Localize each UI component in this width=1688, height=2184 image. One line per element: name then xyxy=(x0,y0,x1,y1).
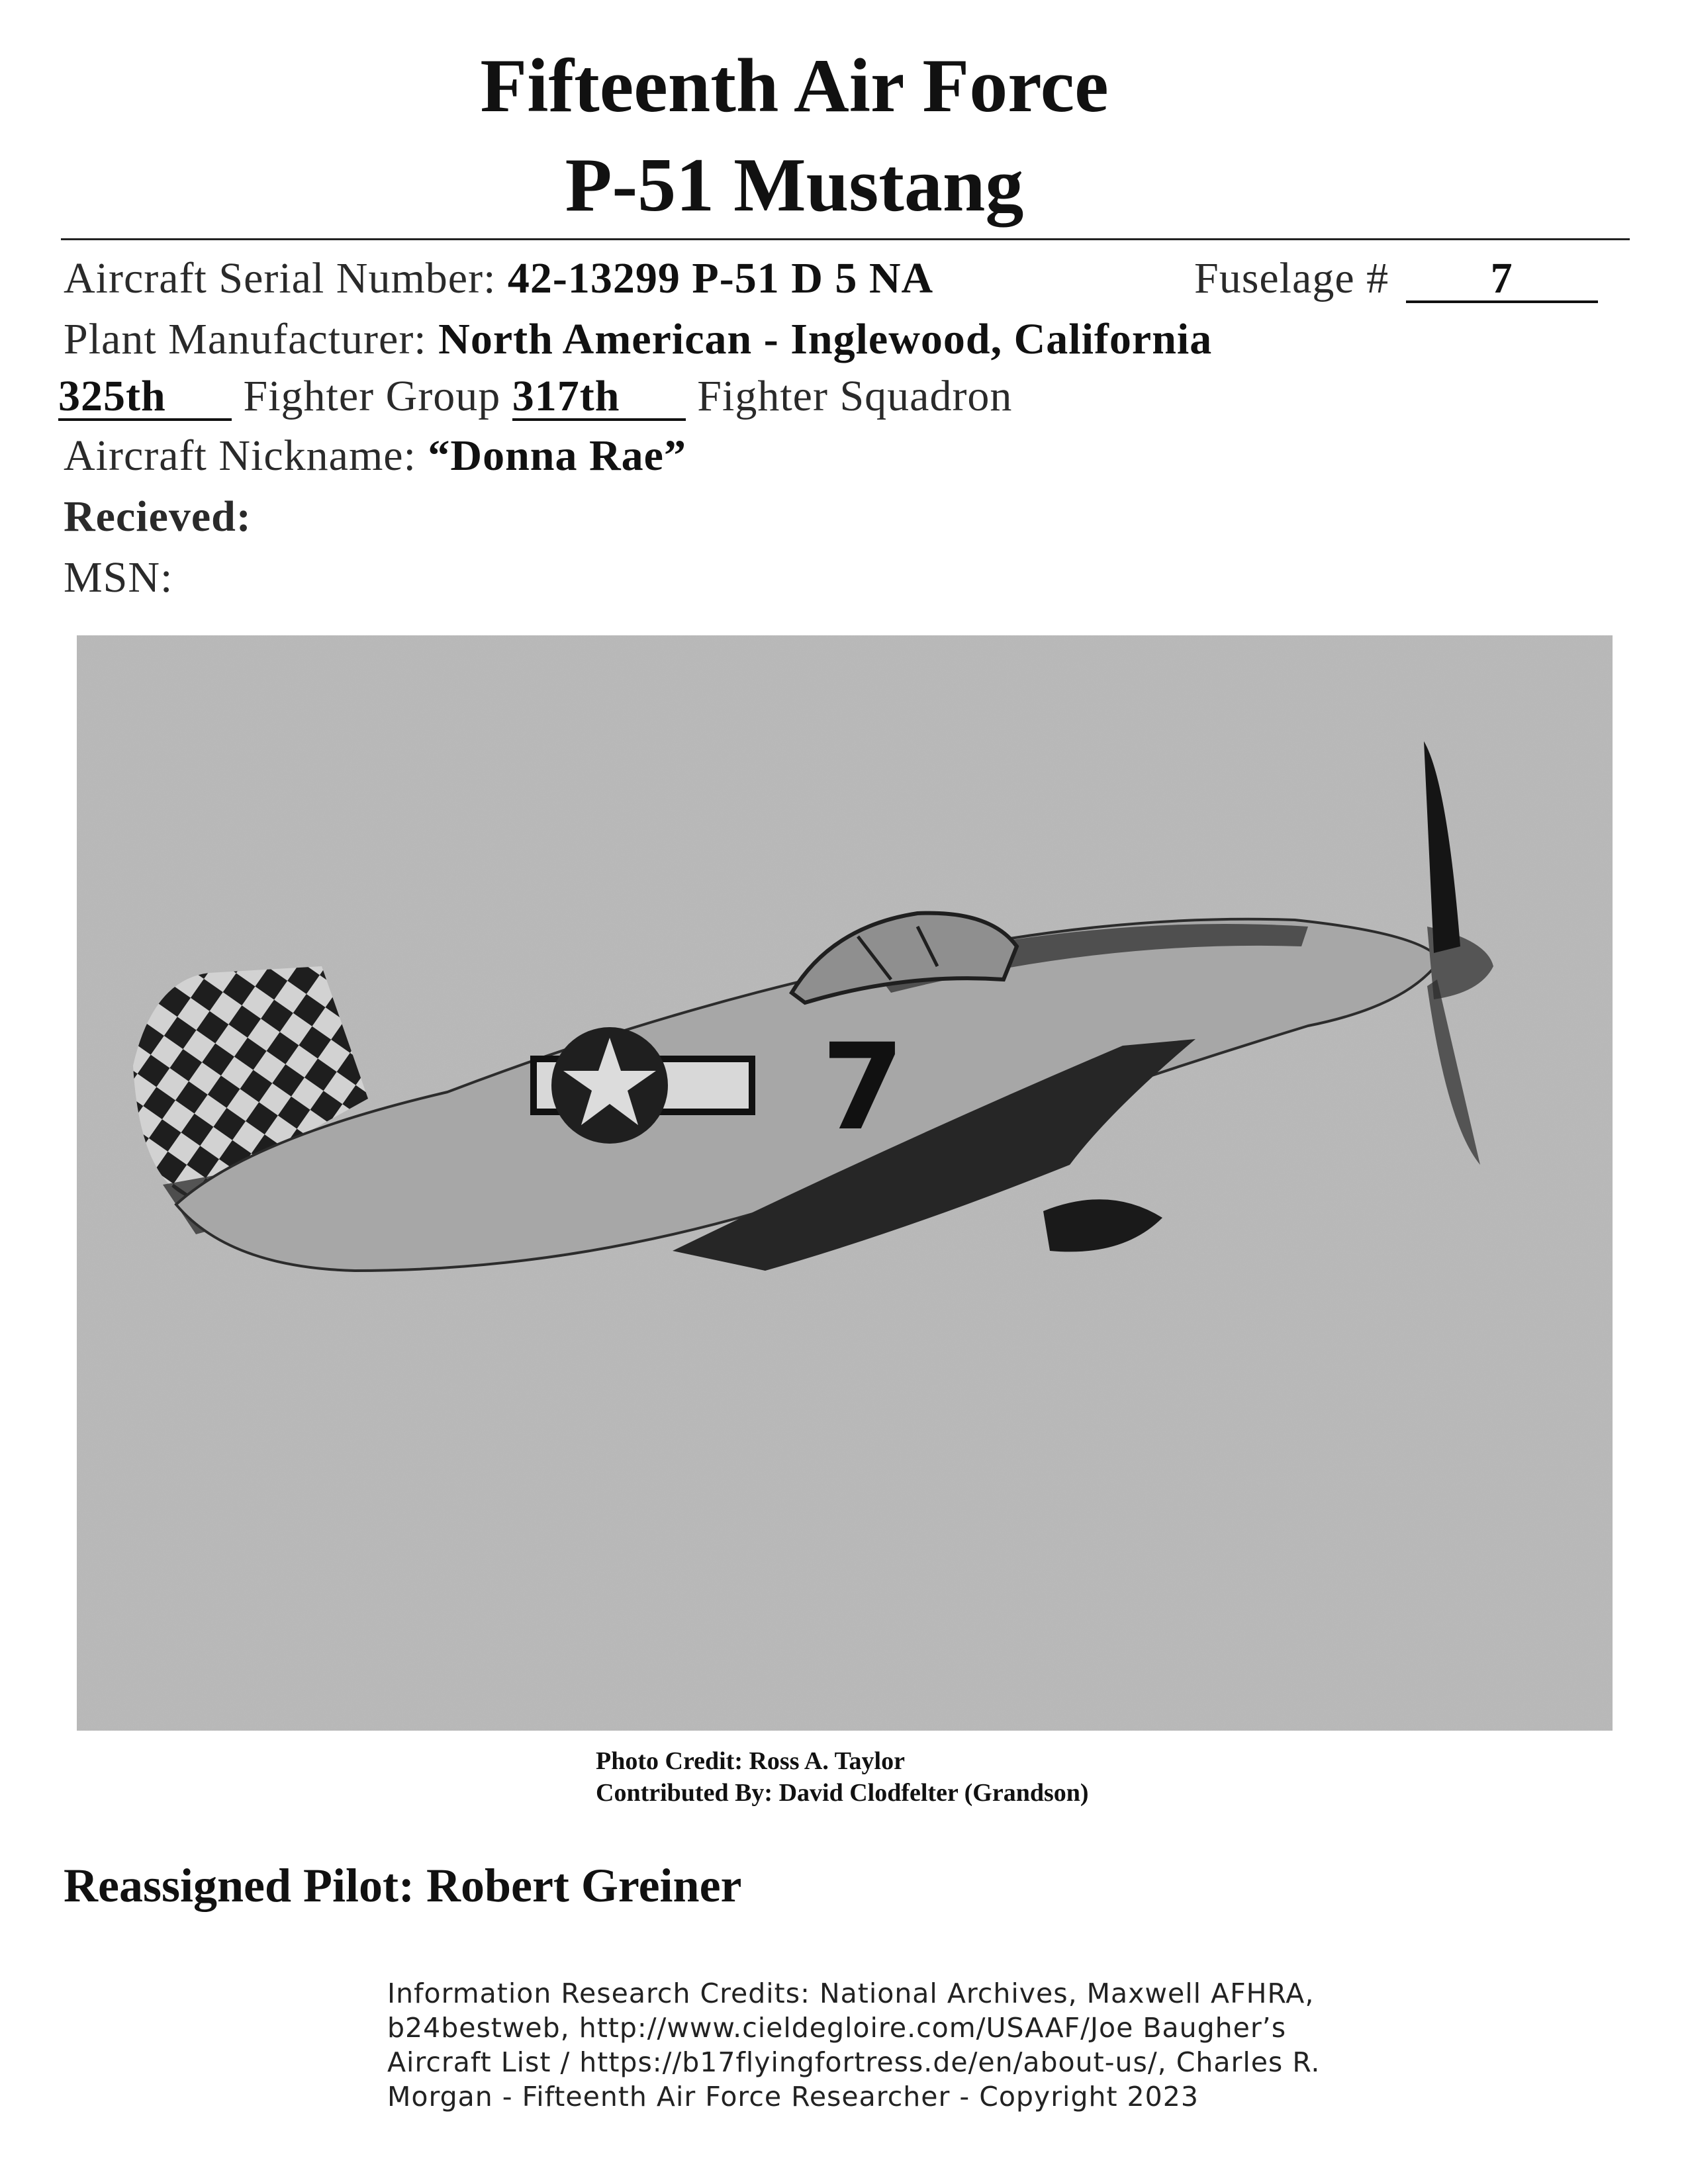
msn-label: MSN: xyxy=(64,553,173,602)
footer-credits-line-1: Information Research Credits: National Archives, Maxwell AFHRA, xyxy=(387,1978,1315,2009)
aircraft-photo xyxy=(77,635,1613,1731)
manufacturer-label: Plant Manufacturer: xyxy=(64,315,427,363)
fuselage-row xyxy=(1194,254,1598,303)
header-divider xyxy=(61,238,1630,240)
group-squadron-row xyxy=(58,372,1013,421)
nickname-row xyxy=(64,434,686,478)
manufacturer-value: North American - Inglewood, California xyxy=(438,315,1213,363)
footer-copyright-line: Morgan - Fifteenth Air Force Researcher - Copyright 2023 xyxy=(387,2081,1199,2113)
aircraft-type-title: P-51 Mustang xyxy=(565,143,1024,228)
fighter-squadron-value: 317th xyxy=(512,375,686,421)
serial-number-value: 42-13299 P-51 D 5 NA xyxy=(507,254,934,302)
nickname-label: Aircraft Nickname: xyxy=(64,432,416,480)
serial-number-label: Aircraft Serial Number: xyxy=(64,254,496,302)
fighter-group-label: Fighter Group xyxy=(243,372,501,420)
nickname-value: “Donna Rae” xyxy=(428,432,686,480)
reassigned-pilot: Reassigned Pilot: Robert Greiner xyxy=(64,1859,742,1912)
fuselage-value: 7 xyxy=(1406,257,1598,303)
received-label: Recieved: xyxy=(64,492,252,541)
fighter-group-value: 325th xyxy=(58,375,232,421)
document-title: Fifteenth Air Force xyxy=(480,44,1109,128)
footer-credits-line-2: b24bestweb, http://www.cieldegloire.com/USAAF/Joe Baugher’s xyxy=(387,2012,1287,2044)
fuselage-number-marking: 7 xyxy=(821,1019,905,1157)
fighter-squadron-label: Fighter Squadron xyxy=(697,372,1013,420)
photo-credit: Photo Credit: Ross A. Taylor xyxy=(596,1747,905,1775)
manufacturer-row xyxy=(64,315,1213,363)
footer-credits-line-3: Aircraft List / https://b17flyingfortress.de/en/about-us/, Charles R. xyxy=(387,2046,1321,2078)
serial-number-row xyxy=(64,254,934,302)
contributed-by: Contributed By: David Clodfelter (Grandson) xyxy=(596,1779,1089,1807)
fuselage-label: Fuselage # xyxy=(1194,254,1389,302)
